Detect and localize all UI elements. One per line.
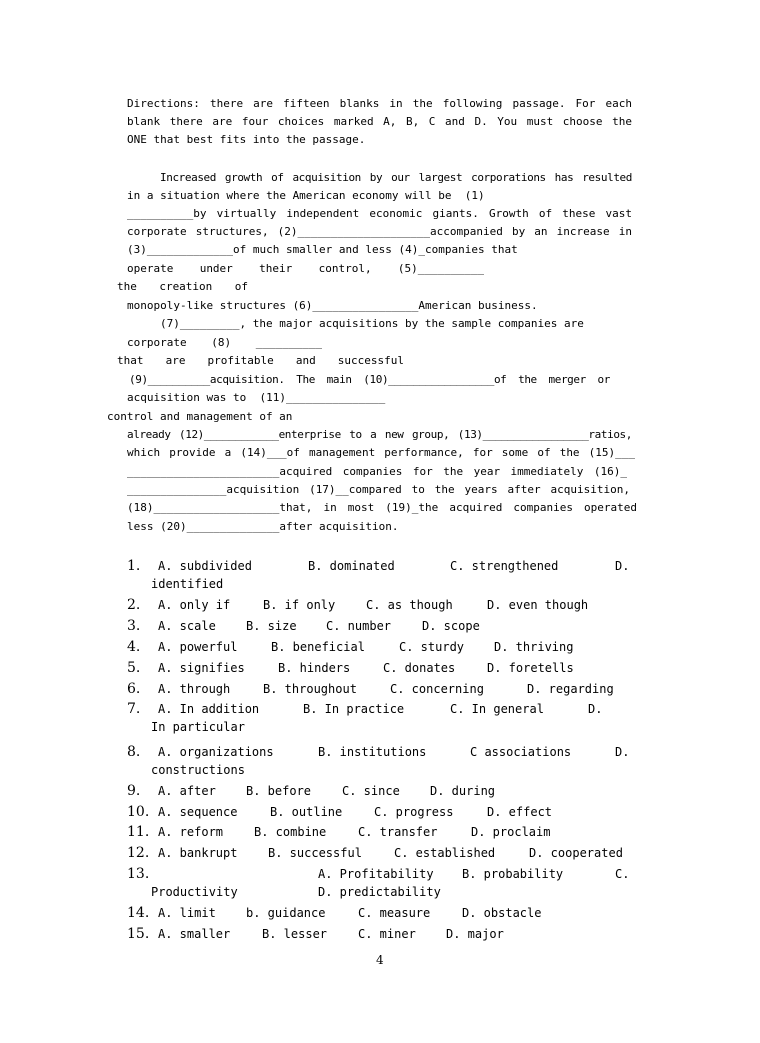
question-number: 15. [127, 926, 150, 942]
passage-line: (3)_____________of much smaller and less (4)_companies that [127, 243, 518, 256]
option: C. transfer [358, 825, 438, 839]
option: A. Profitability [318, 867, 434, 881]
option: C. established [394, 846, 496, 860]
passage-line: _______________acquisition (17)__compared to the years after acquisition, [127, 483, 630, 496]
passage-line: (18)___________________that, in most (19)_the acquired companies operated [127, 501, 637, 514]
option: A. smaller [158, 927, 231, 941]
option-continued: Productivity [151, 885, 238, 899]
option: B. successful [268, 846, 362, 860]
question-number: 10. [127, 804, 150, 820]
option: D. regarding [527, 682, 614, 696]
option: C. miner [358, 927, 416, 941]
option: D. obstacle [462, 906, 542, 920]
option: C. since [342, 784, 400, 798]
directions-line: blank there are four choices marked A, B, C and D. You must choose the [127, 115, 632, 128]
option: A. organizations [158, 745, 274, 759]
passage-line: already (12)____________enterprise to a new group, (13)_________________ratios, [127, 428, 632, 441]
option: D. [588, 702, 603, 716]
option: C. donates [383, 661, 456, 675]
question-number: 9. [127, 783, 141, 799]
page-number: 4 [376, 953, 384, 967]
passage-line: __________by virtually independent economic giants. Growth of these vast [127, 207, 632, 220]
option: B. outline [270, 805, 343, 819]
option: A. subdivided [158, 559, 252, 573]
option: C. [615, 867, 630, 881]
question-number: 14. [127, 905, 150, 921]
option: C. measure [358, 906, 431, 920]
option: B. if only [263, 598, 336, 612]
question-number: 3. [127, 618, 141, 634]
option: B. combine [254, 825, 327, 839]
option: A. only if [158, 598, 231, 612]
option: B. institutions [318, 745, 427, 759]
option: D. major [446, 927, 504, 941]
question-number: 1. [127, 558, 141, 574]
passage-line: (9)__________acquisition. The main (10)_________________of the merger or [129, 373, 610, 386]
passage-line: (7)_________, the major acquisitions by the sample companies are [160, 317, 584, 330]
passage-line: operate under their control, (5)__________ [127, 262, 484, 275]
option: B. lesser [262, 927, 328, 941]
option: B. probability [462, 867, 564, 881]
passage-line: corporate structures, (2)____________________accompanied by an increase in [127, 225, 632, 238]
passage-line: that are profitable and successful [117, 354, 404, 367]
option: A. bankrupt [158, 846, 238, 860]
option: A. after [158, 784, 216, 798]
option: B. beneficial [271, 640, 365, 654]
passage-line: Increased growth of acquisition by our largest corporations has resulted [160, 171, 632, 184]
question-number: 5. [127, 660, 141, 676]
option: b. guidance [246, 906, 326, 920]
passage-line: monopoly-like structures (6)________________American business. [127, 299, 538, 312]
option: D. effect [487, 805, 553, 819]
passage-line: less (20)______________after acquisition. [127, 520, 399, 533]
option: C. progress [374, 805, 454, 819]
option: D. predictability [318, 885, 441, 899]
option: C. sturdy [399, 640, 465, 654]
option: D. proclaim [471, 825, 551, 839]
option: D. scope [422, 619, 480, 633]
option: B. before [246, 784, 312, 798]
passage-line: which provide a (14)___of management performance, for some of the (15)___ [127, 446, 635, 459]
passage-line: control and management of an [107, 410, 293, 423]
question-number: 4. [127, 639, 141, 655]
question-number: 12. [127, 845, 150, 861]
option: C. strengthened [450, 559, 559, 573]
question-number: 6. [127, 681, 141, 697]
option-continued: constructions [151, 763, 245, 777]
option: A. scale [158, 619, 216, 633]
option: B. In practice [303, 702, 405, 716]
option: C. In general [450, 702, 544, 716]
passage-line: acquisition was to (11)_______________ [127, 391, 386, 404]
option: D. [615, 559, 630, 573]
question-number: 8. [127, 744, 141, 760]
option: B. throughout [263, 682, 357, 696]
option: D. [615, 745, 630, 759]
option: A. reform [158, 825, 224, 839]
option: A. sequence [158, 805, 238, 819]
option: D. even though [487, 598, 589, 612]
directions-line: Directions: there are fifteen blanks in the following passage. For each [127, 97, 632, 110]
question-number: 7. [127, 701, 141, 717]
question-number: 2. [127, 597, 141, 613]
passage-line: corporate (8) __________ [127, 336, 322, 349]
passage-line: _______________________acquired companies for the year immediately (16)_ [127, 465, 627, 478]
option: C. number [326, 619, 392, 633]
question-number: 13. [127, 866, 150, 882]
option: C associations [470, 745, 572, 759]
option: D. during [430, 784, 496, 798]
option: D. cooperated [529, 846, 623, 860]
option: A. signifies [158, 661, 245, 675]
option: D. thriving [494, 640, 574, 654]
option: B. hinders [278, 661, 351, 675]
passage-line: the creation of [117, 280, 248, 293]
question-number: 11. [127, 824, 150, 840]
option: A. through [158, 682, 231, 696]
option: C. concerning [390, 682, 484, 696]
option: D. foretells [487, 661, 574, 675]
option: B. size [246, 619, 297, 633]
option: C. as though [366, 598, 453, 612]
option: A. limit [158, 906, 216, 920]
option-continued: In particular [151, 720, 245, 734]
option: B. dominated [308, 559, 395, 573]
option: A. In addition [158, 702, 260, 716]
directions-line: ONE that best fits into the passage. [127, 133, 366, 146]
passage-line: in a situation where the American economy will be (1) [127, 189, 485, 202]
option-continued: identified [151, 577, 224, 591]
option: A. powerful [158, 640, 238, 654]
